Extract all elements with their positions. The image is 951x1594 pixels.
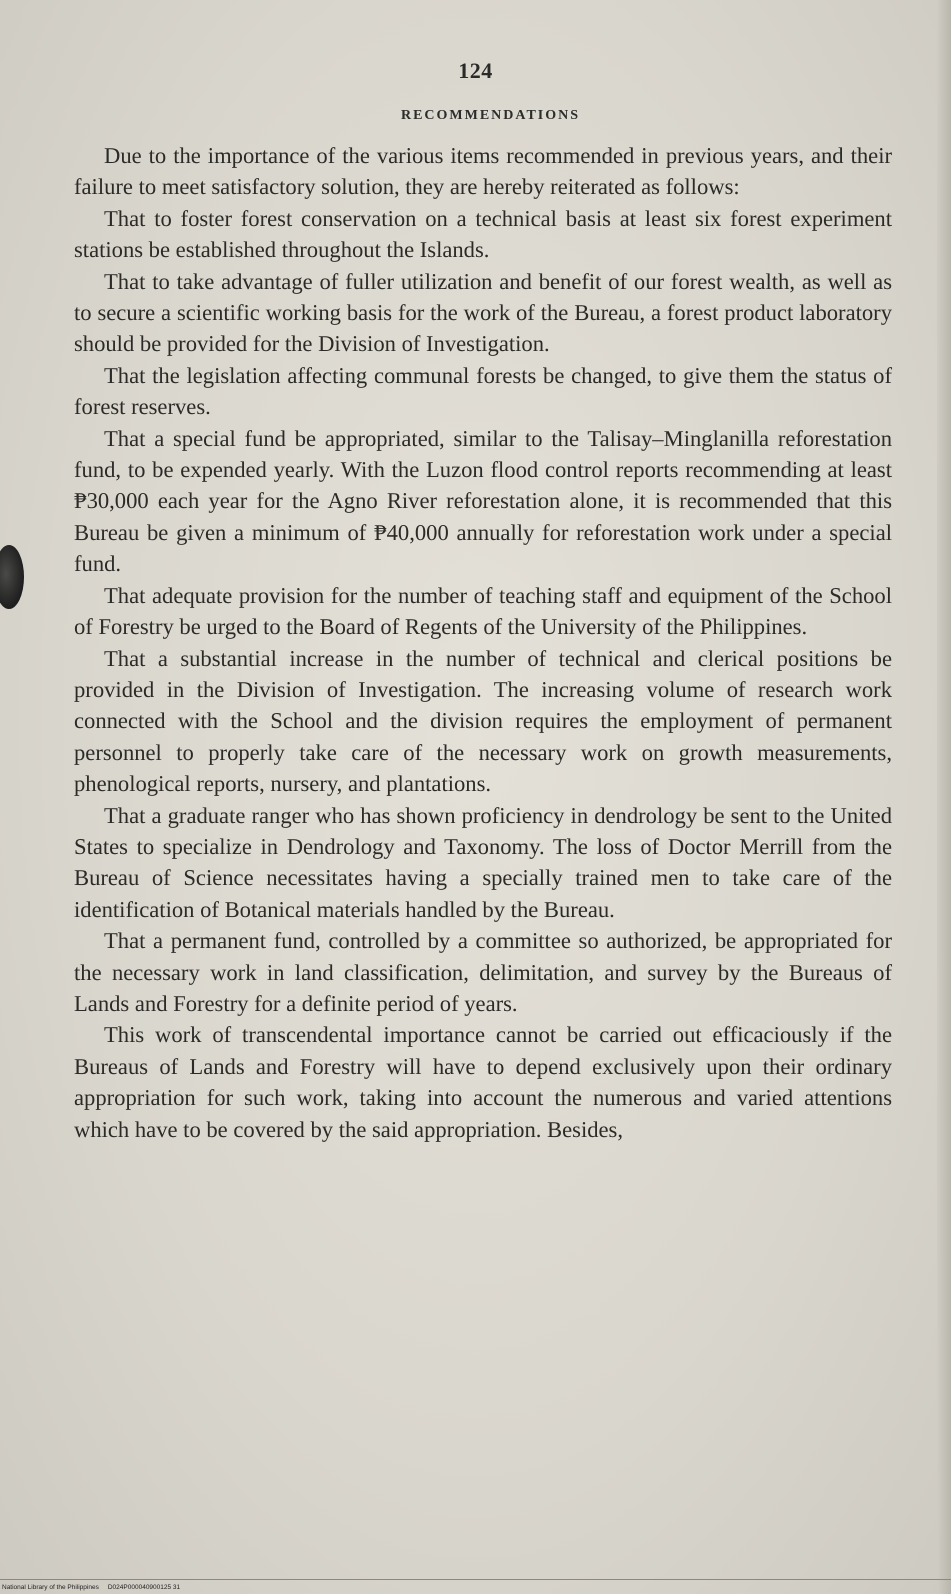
- paragraph: Due to the importance of the various items recommended in previous years, and their failure to meet satisfactory solution, they are hereby reiterated as follows:: [74, 143, 892, 200]
- page-edge-shadow: [937, 0, 951, 1594]
- paragraph: That a special fund be appropriated, similar to the Talisay–Minglanilla reforestation fund, to be expended yearly. With the Luzon flood control reports recommending at least ₱30,000 each year for the Agno River reforestation alone, it is recommended that this Bureau be given a minimum of ₱40,000 annually for reforestation work under a special fund.: [74, 425, 892, 577]
- paragraph: That adequate provision for the number of teaching staff and equipment of the School of Forestry be urged to the Board of Regents of the University of the Philippines.: [74, 582, 892, 640]
- paragraph: That a substantial increase in the number of technical and clerical positions be provided in the Division of Investigation. The increasing volume of research work connected with the School and the division requires the employment of permanent personnel to properly take care of the necessary work on growth measurements, phenological reports, nursery, and plantations.: [74, 645, 892, 797]
- section-heading: RECOMMENDATIONS: [400, 108, 581, 123]
- paragraph: That to take advantage of fuller utilization and benefit of our forest wealth, as well as to secure a scientific working basis for the work of the Bureau, a forest product laboratory should be provided for the Division of Investigation.: [74, 268, 892, 357]
- paragraph: That to foster forest conservation on a technical basis at least six forest experiment stations be established throughout the Islands.: [74, 205, 892, 263]
- binding-hole-mark: [0, 545, 24, 609]
- body-text: [74, 140, 892, 1145]
- paragraph: That a graduate ranger who has shown proficiency in dendrology be sent to the United States to specialize in Dendrology and Taxonomy. The loss of Doctor Merrill from the Bureau of Science necessitates having a specially trained men to take care of the identification of Botanical materials handled by the Bureau.: [74, 802, 892, 922]
- footer-divider: [0, 1579, 951, 1580]
- page-number: 124: [458, 58, 493, 83]
- paragraph: That a permanent fund, controlled by a committee so authorized, be appropriated for the necessary work in land classification, delimitation, and survey by the Bureaus of Lands and Forestry for a definite period of years.: [74, 928, 892, 1016]
- paragraph: That the legislation affecting communal forests be changed, to give them the status of forest reserves.: [74, 362, 892, 420]
- source-footer: National Library of the Philippines D024P000040900125 31: [2, 1584, 181, 1591]
- paragraph: This work of transcendental importance cannot be carried out efficaciously if the Bureaus of Lands and Forestry will have to depend exclusively upon their ordinary appropriation for such work, taking into account the numerous and varied attentions which have to be covered by the said appropriation. Besides,: [74, 1022, 892, 1142]
